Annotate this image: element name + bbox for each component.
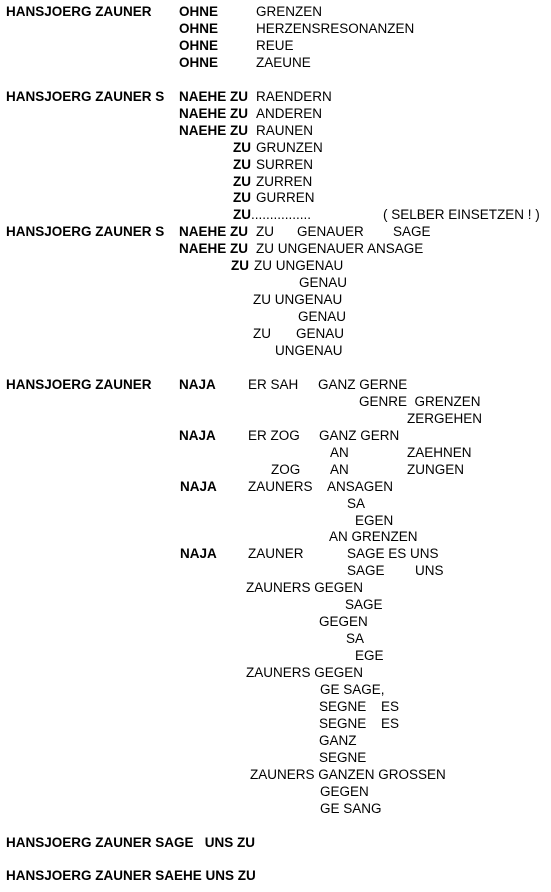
poem-text-segment: GE SAGE, (320, 682, 385, 697)
poem-text-segment: ZU (233, 190, 251, 206)
poem-text-segment: AN GRENZEN (329, 529, 418, 545)
poem-text-segment: SAGE (345, 597, 383, 613)
poem-text-segment: GENAU (298, 309, 347, 325)
poem-text-segment: HANSJOERG ZAUNER SAGE UNS ZU (6, 834, 256, 850)
poem-text-segment: ZAEUNE (256, 54, 311, 70)
poem-text-segment: NAJA (180, 478, 217, 494)
poem-text-segment: HANSJOERG ZAUNER SAEHE UNS ZU (6, 868, 256, 884)
poem-text-segment: EGEN (355, 512, 394, 528)
poem-text-segment: HANSJOERG ZAUNER S (6, 224, 165, 240)
poem-text-segment: AN (330, 461, 349, 477)
poem-text-segment: ER ZOG (248, 427, 300, 443)
poem-text-segment: GENAUER (297, 224, 364, 240)
poem-text-segment: ZU (233, 156, 251, 172)
poem-text-segment: ZAUNER (248, 546, 304, 562)
poem-text-segment: ZU (256, 224, 274, 240)
poem-text-segment: HANSJOERG ZAUNER (6, 376, 152, 392)
poem-text-segment: NAJA (179, 376, 216, 392)
poem-text-segment: ZAEHNEN (407, 444, 472, 460)
poem-text-segment: SAGE (347, 563, 385, 579)
poem-text-segment: ZU (253, 326, 271, 342)
poem-text-segment: GURREN (256, 190, 315, 206)
poem-text-segment: GENRE GRENZEN (359, 393, 481, 409)
poem-text-segment: ANDEREN (256, 105, 323, 121)
poem-text-segment: GEGEN (320, 783, 369, 799)
poem-text-segment: ZAUNERS GANZEN GROSSEN (250, 766, 446, 782)
poem-text-segment: OHNE (179, 4, 219, 19)
poem-text-segment: OHNE (179, 20, 219, 36)
poem-text-segment: ZAUNERS (248, 478, 313, 494)
poem-text-segment: NAEHE ZU (179, 88, 249, 104)
poem-text-segment: HERZENSRESONANZEN (256, 20, 415, 36)
poem-text-segment: GE SANG (320, 800, 382, 816)
poem-text-segment: EGE (355, 648, 384, 664)
poem-text-segment: OHNE (179, 54, 219, 70)
poem-text-segment: GENAU (296, 326, 345, 342)
poem-text-segment: RAUNEN (256, 122, 314, 138)
poem-text-segment: GENAU (299, 275, 348, 291)
poem-text-segment: GANZ GERNE (318, 376, 408, 392)
poem-text-segment: ZAUNERS GEGEN (246, 665, 364, 681)
poem-text-segment: ES (381, 698, 400, 714)
poem-text-segment: SA (347, 495, 366, 511)
poem-text-segment: AN (330, 444, 349, 460)
poem-text-segment: ZU (233, 139, 251, 155)
poem-text-segment: ZU (231, 258, 249, 274)
poem-text-segment: SEGNE (319, 715, 367, 731)
poem-text-segment: ER SAH (248, 376, 299, 392)
poem-text-segment: NAJA (179, 427, 216, 443)
poem-text-segment: SAGE (393, 224, 431, 240)
poem-text-segment: RAENDERN (256, 88, 332, 104)
poem-text-segment: ES (381, 715, 400, 731)
poem-text-segment: GEGEN (319, 614, 368, 630)
poem-text-segment: SEGNE (319, 749, 367, 765)
poem-text-segment: ZOG (271, 461, 301, 477)
poem-text-segment: SEGNE (319, 698, 367, 714)
poem-text-segment: ................ (251, 207, 312, 223)
poem-text-segment: ZUNGEN (407, 461, 464, 477)
poem-text-segment: ANSAGEN (327, 478, 394, 494)
poem-text-segment: NAJA (180, 546, 217, 562)
poem-text-segment: ZERGEHEN (407, 410, 483, 426)
poem-text-segment: SAGE ES UNS (347, 546, 439, 562)
poem-text-segment: NAEHE ZU (179, 241, 249, 257)
poem-text-segment: SA (346, 631, 365, 647)
poem-text-segment: ( SELBER EINSETZEN ! ) (383, 207, 540, 223)
poem-text-segment: ZU (233, 173, 251, 189)
poem-text-segment: ZAUNERS GEGEN (246, 580, 364, 596)
poem-text-segment: HANSJOERG ZAUNER S (6, 88, 165, 104)
poem-text-segment: GANZ (319, 732, 357, 748)
poem-text-segment: ZU UNGENAU (253, 292, 343, 308)
poem-text-segment: UNS (415, 563, 444, 579)
poem-text-segment: UNGENAU (275, 343, 343, 358)
poem-text-segment: GRENZEN (256, 4, 323, 19)
poem-text-segment: ZU UNGENAU (254, 258, 344, 274)
poem-text-segment: HANSJOERG ZAUNER (6, 4, 152, 19)
poem-text-segment: GRUNZEN (256, 139, 323, 155)
poem-text-segment: ZURREN (256, 173, 313, 189)
poem-text-segment: NAEHE ZU (179, 105, 249, 121)
poem-text-segment: NAEHE ZU (179, 122, 249, 138)
poem-text-segment: REUE (256, 37, 294, 53)
poem-text-segment: ZU UNGENAUER ANSAGE (256, 241, 424, 257)
poem-text-segment: OHNE (179, 37, 219, 53)
poem-text-segment: NAEHE ZU (179, 224, 249, 240)
poem-text-segment: GANZ GERN (319, 427, 400, 443)
poem-text-segment: ZU (233, 207, 251, 223)
poem-text-segment: SURREN (256, 156, 314, 172)
